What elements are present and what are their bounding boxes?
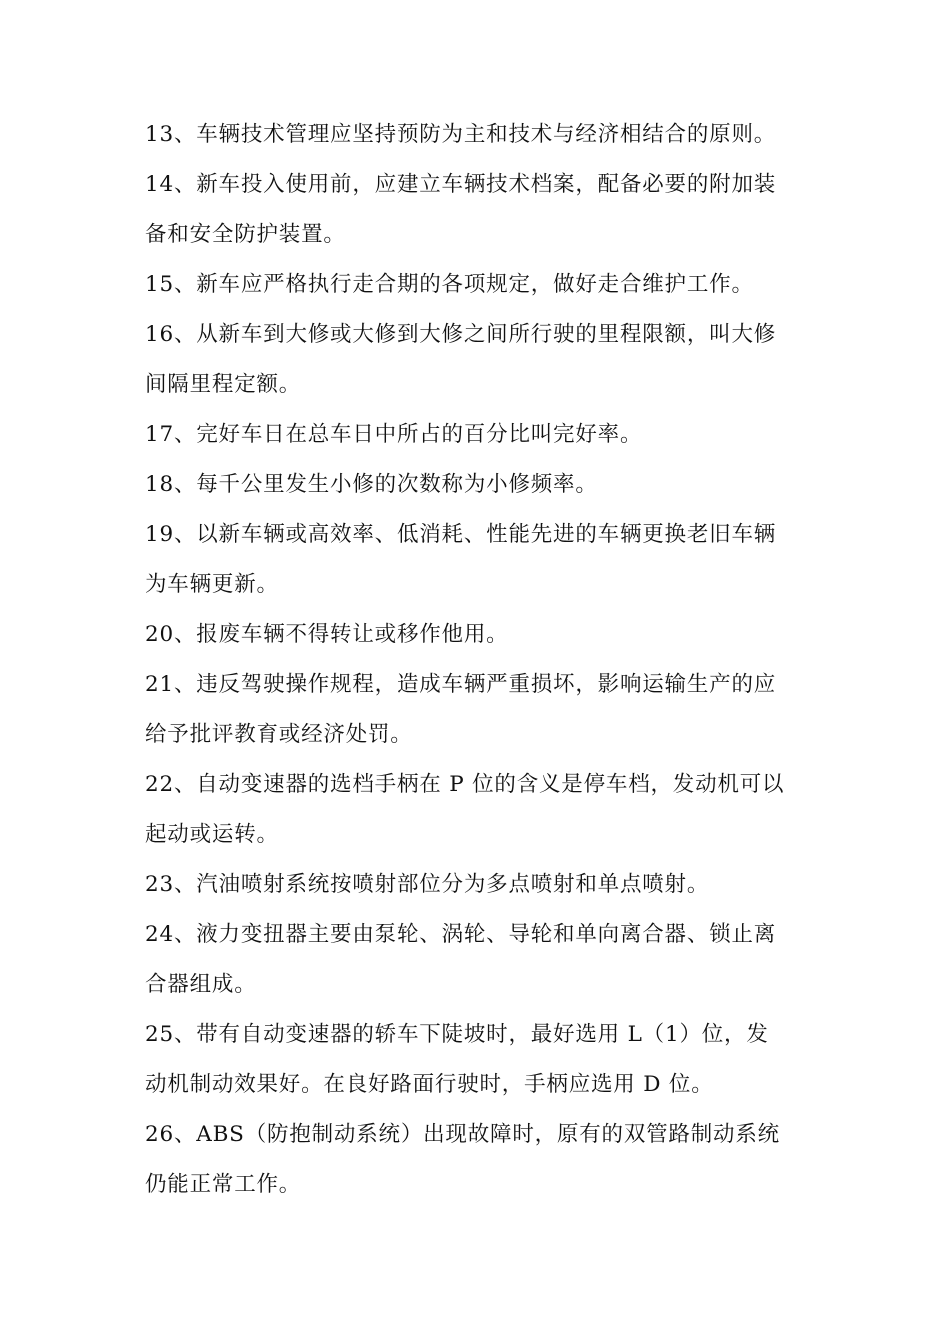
- text-line: 26、ABS（防抱制动系统）出现故障时，原有的双管路制动系统: [145, 1122, 780, 1147]
- text-line: 仍能正常工作。: [145, 1172, 302, 1197]
- text-line: 合器组成。: [145, 972, 257, 997]
- text-line: 20、报废车辆不得转让或移作他用。: [145, 622, 509, 647]
- text-line: 14、新车投入使用前，应建立车辆技术档案，配备必要的附加装: [145, 172, 777, 197]
- text-line: 25、带有自动变速器的轿车下陡坡时，最好选用 L（1）位，发: [145, 1022, 769, 1047]
- text-line: 给予批评教育或经济处罚。: [145, 722, 413, 747]
- text-line: 15、新车应严格执行走合期的各项规定，做好走合维护工作。: [145, 272, 754, 297]
- text-line: 24、液力变扭器主要由泵轮、涡轮、导轮和单向离合器、锁止离: [145, 922, 777, 947]
- text-line: 21、违反驾驶操作规程，造成车辆严重损坏，影响运输生产的应: [145, 672, 777, 697]
- text-line: 18、每千公里发生小修的次数称为小修频率。: [145, 472, 598, 497]
- text-line: 22、自动变速器的选档手柄在 P 位的含义是停车档，发动机可以: [145, 772, 785, 797]
- text-line: 为车辆更新。: [145, 572, 279, 597]
- text-line: 动机制动效果好。在良好路面行驶时，手柄应选用 D 位。: [145, 1072, 714, 1097]
- text-line: 16、从新车到大修或大修到大修之间所行驶的里程限额，叫大修: [145, 322, 777, 347]
- text-line: 起动或运转。: [145, 822, 279, 847]
- document-body: [145, 110, 810, 1210]
- text-line: 19、以新车辆或高效率、低消耗、性能先进的车辆更换老旧车辆: [145, 522, 777, 547]
- text-line: 17、完好车日在总车日中所占的百分比叫完好率。: [145, 422, 643, 447]
- text-line: 23、汽油喷射系统按喷射部位分为多点喷射和单点喷射。: [145, 872, 710, 897]
- text-line: 备和安全防护装置。: [145, 222, 346, 247]
- text-line: 间隔里程定额。: [145, 372, 302, 397]
- text-line: 13、车辆技术管理应坚持预防为主和技术与经济相结合的原则。: [145, 122, 777, 147]
